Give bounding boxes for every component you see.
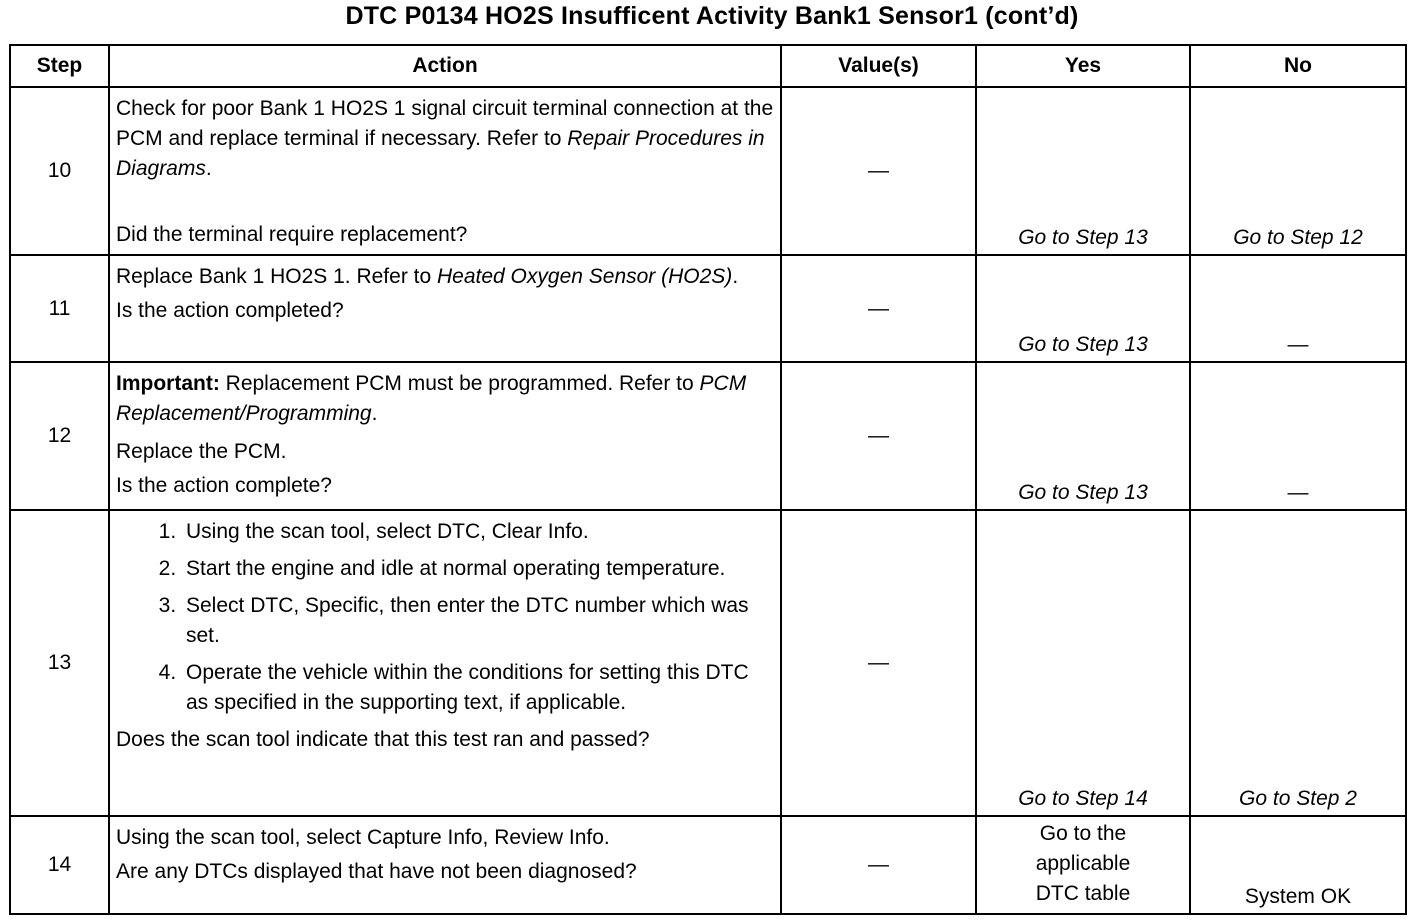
list-item: 3. Select DTC, Specific, then enter the DTC number which was set.	[182, 591, 774, 651]
action-question: Is the action completed?	[116, 299, 344, 322]
table-row	[10, 362, 1406, 510]
procedure-list	[116, 517, 774, 718]
action-cell	[109, 255, 781, 362]
no-result[interactable]: Go to Step 2	[1190, 510, 1406, 816]
reference-link[interactable]: PCM Replacement/Programming	[116, 372, 747, 425]
value-cell: —	[781, 87, 976, 255]
step-number: 14	[10, 816, 109, 914]
table-row	[10, 87, 1406, 255]
action-question: Does the scan tool indicate that this test ran and passed?	[116, 728, 650, 751]
no-result: —	[1190, 255, 1406, 362]
dtc-table	[9, 44, 1407, 915]
step-number: 12	[10, 362, 109, 510]
yes-result[interactable]: Go to Step 13	[976, 362, 1190, 510]
yes-result[interactable]: Go to Step 13	[976, 87, 1190, 255]
page-title: DTC P0134 HO2S Insufficent Activity Bank1 Sensor1 (cont’d)	[345, 2, 1079, 30]
action-question: Are any DTCs displayed that have not been diagnosed?	[116, 860, 637, 883]
value-cell: —	[781, 816, 976, 914]
value-cell: —	[781, 362, 976, 510]
value-cell: —	[781, 255, 976, 362]
action-text: Check for poor Bank 1 HO2S 1 signal circuit terminal connection at the PCM and replace terminal if necessary. Refer to Repair Procedures in Diagrams.	[116, 97, 774, 180]
table-row	[10, 255, 1406, 362]
list-item: 1. Using the scan tool, select DTC, Clear Info.	[182, 517, 774, 547]
list-item: 2. Start the engine and idle at normal operating temperature.	[182, 554, 774, 584]
reference-link[interactable]: Heated Oxygen Sensor (HO2S)	[437, 265, 733, 288]
no-result: —	[1190, 362, 1406, 510]
table-row	[10, 816, 1406, 914]
yes-result[interactable]: Go to the applicable DTC table	[976, 816, 1190, 914]
no-result[interactable]: Go to Step 12	[1190, 87, 1406, 255]
header-values: Value(s)	[781, 45, 976, 87]
yes-result[interactable]: Go to Step 13	[976, 255, 1190, 362]
header-row	[10, 45, 1406, 87]
action-cell	[109, 87, 781, 255]
header-no: No	[1190, 45, 1406, 87]
action-text: Replace the PCM.	[116, 440, 287, 463]
header-step: Step	[10, 45, 109, 87]
yes-result[interactable]: Go to Step 14	[976, 510, 1190, 816]
reference-link[interactable]: Repair Procedures in Diagrams	[116, 127, 765, 180]
step-number: 13	[10, 510, 109, 816]
action-cell	[109, 510, 781, 816]
action-cell	[109, 816, 781, 914]
header-action: Action	[109, 45, 781, 87]
action-cell	[109, 362, 781, 510]
no-result: System OK	[1190, 816, 1406, 914]
value-cell: —	[781, 510, 976, 816]
table-row	[10, 510, 1406, 816]
action-text: Using the scan tool, select Capture Info, Review Info.	[116, 826, 610, 849]
action-text: Replace Bank 1 HO2S 1. Refer to Heated Oxygen Sensor (HO2S).	[116, 265, 739, 288]
action-question: Is the action complete?	[116, 474, 332, 497]
action-question: Did the terminal require replacement?	[116, 223, 468, 246]
important-note: Important: Replacement PCM must be programmed. Refer to PCM Replacement/Programming.	[116, 372, 747, 425]
header-yes: Yes	[976, 45, 1190, 87]
step-number: 11	[10, 255, 109, 362]
step-number: 10	[10, 87, 109, 255]
list-item: 4. Operate the vehicle within the conditions for setting this DTC as specified in the supporting text, if applicable.	[182, 658, 774, 718]
